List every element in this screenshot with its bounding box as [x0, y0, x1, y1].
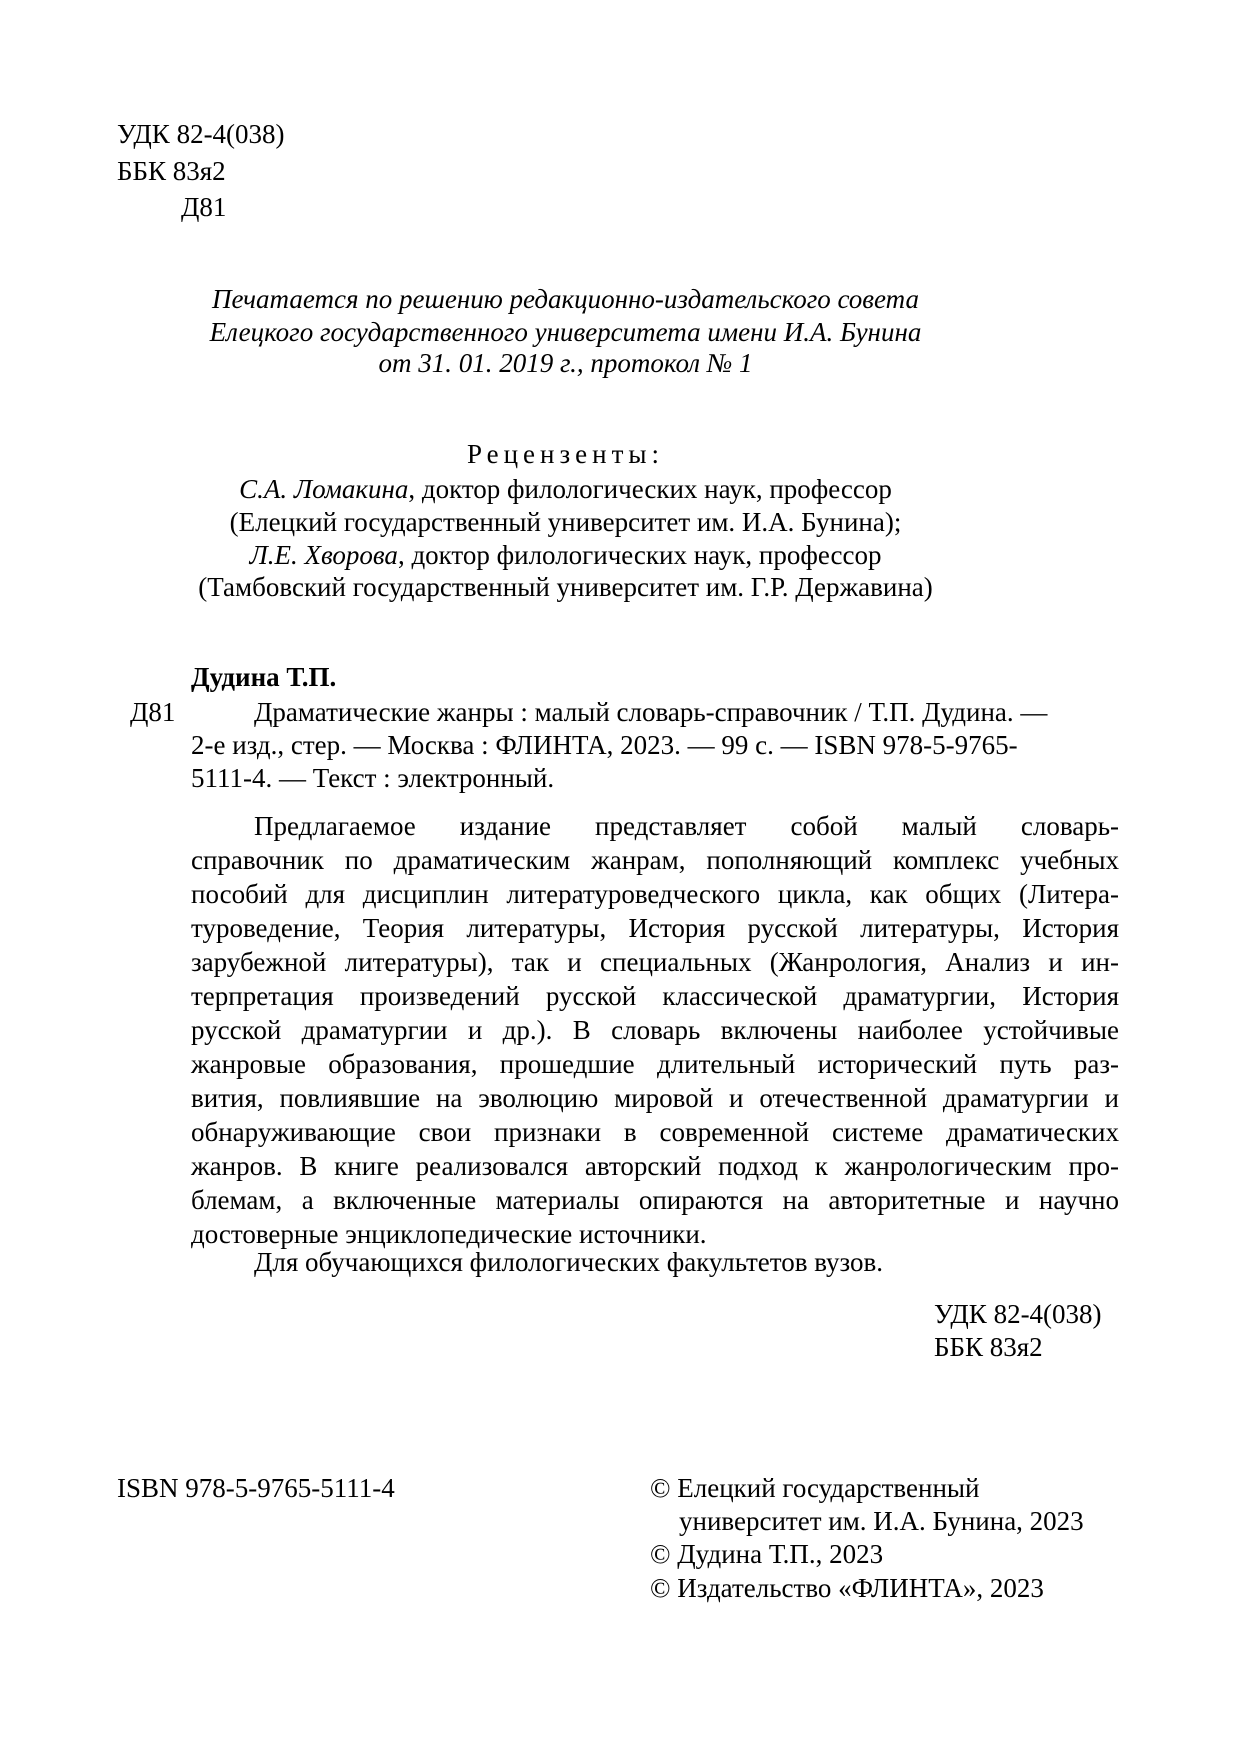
copyright-line: © Елецкий государственный — [650, 1473, 980, 1503]
publication-decision-line: Елецкого государственного университета имени И.А. Бунина — [209, 317, 922, 347]
author-mark-side: Д81 — [130, 697, 176, 727]
annotation-line: блемам, а включенные материалы опираются на авторитетные и научно — [191, 1185, 1119, 1215]
udk-code: УДК 82-4(038) — [117, 119, 285, 149]
reviewers-heading: Рецензенты: — [466, 439, 665, 469]
reviewer-line — [0, 473, 1131, 505]
author-mark: Д81 — [181, 192, 227, 222]
copyright-line: © Дудина Т.П., 2023 — [650, 1539, 884, 1569]
reviewer-title: , доктор филологических наук, профессор — [397, 540, 882, 570]
reviewer-name: Л.Е. Хворова — [249, 540, 398, 570]
annotation — [191, 810, 1119, 1252]
annotation-line: достоверные энциклопедические источники. — [191, 1219, 707, 1249]
copyright-line: © Издательство «ФЛИНТА», 2023 — [650, 1573, 1044, 1603]
bibliographic-line: Драматические жанры : малый словарь-справочник / Т.П. Дудина. — — [254, 697, 1048, 727]
reviewer-title: , доктор филологических наук, профессор — [408, 474, 892, 504]
annotation-line: пособий для дисциплин литературоведческого цикла, как общих (Литера- — [191, 879, 1119, 909]
bibliographic-line: 2-е изд., стер. — Москва : ФЛИНТА, 2023. — 99 с. — ISBN 978-5-9765- — [191, 730, 1018, 760]
annotation-line: вития, повлиявшие на эволюцию мировой и отечественной драматургии и — [191, 1083, 1119, 1113]
annotation-line: зарубежной литературы), так и специальных (Жанрология, Анализ и ин- — [191, 947, 1119, 977]
udk-code-footer: УДК 82-4(038) — [934, 1299, 1102, 1329]
reviewer-affiliation: (Елецкий государственный университет им. И.А. Бунина); — [229, 507, 902, 537]
annotation-line: жанровые образования, прошедшие длительный исторический путь раз- — [191, 1049, 1119, 1079]
annotation-line: обнаруживающие свои признаки в современной системе драматических — [191, 1117, 1119, 1147]
annotation-line: жанров. В книге реализовался авторский подход к жанрологическим про- — [191, 1151, 1119, 1181]
target-audience: Для обучающихся филологических факультетов вузов. — [254, 1247, 884, 1277]
publication-decision-line: Печатается по решению редакционно-издательского совета — [212, 284, 919, 314]
publication-decision-line: от 31. 01. 2019 г., протокол № 1 — [378, 348, 753, 378]
copyright-line: университет им. И.А. Бунина, 2023 — [679, 1506, 1084, 1536]
isbn: ISBN 978-5-9765-5111-4 — [117, 1473, 395, 1503]
annotation-line: туроведение, Теория литературы, История русской литературы, История — [191, 913, 1119, 943]
bbk-code-footer: ББК 83я2 — [934, 1332, 1043, 1362]
annotation-line: справочник по драматическим жанрам, пополняющий комплекс учебных — [191, 845, 1119, 875]
reviewer-name: С.А. Ломакина — [239, 474, 409, 504]
book-author: Дудина Т.П. — [191, 662, 337, 692]
annotation-line: терпретация произведений русской классической драматургии, История — [191, 981, 1119, 1011]
bibliographic-line: 5111-4. — Текст : электронный. — [191, 763, 555, 793]
reviewer-line — [0, 539, 1131, 571]
annotation-line: русской драматургии и др.). В словарь включены наиболее устойчивые — [191, 1015, 1119, 1045]
bbk-code: ББК 83я2 — [117, 156, 226, 186]
annotation-line: Предлагаемое издание представляет собой малый словарь- — [254, 811, 1119, 841]
reviewer-affiliation: (Тамбовский государственный университет им. Г.Р. Державина) — [198, 572, 933, 602]
